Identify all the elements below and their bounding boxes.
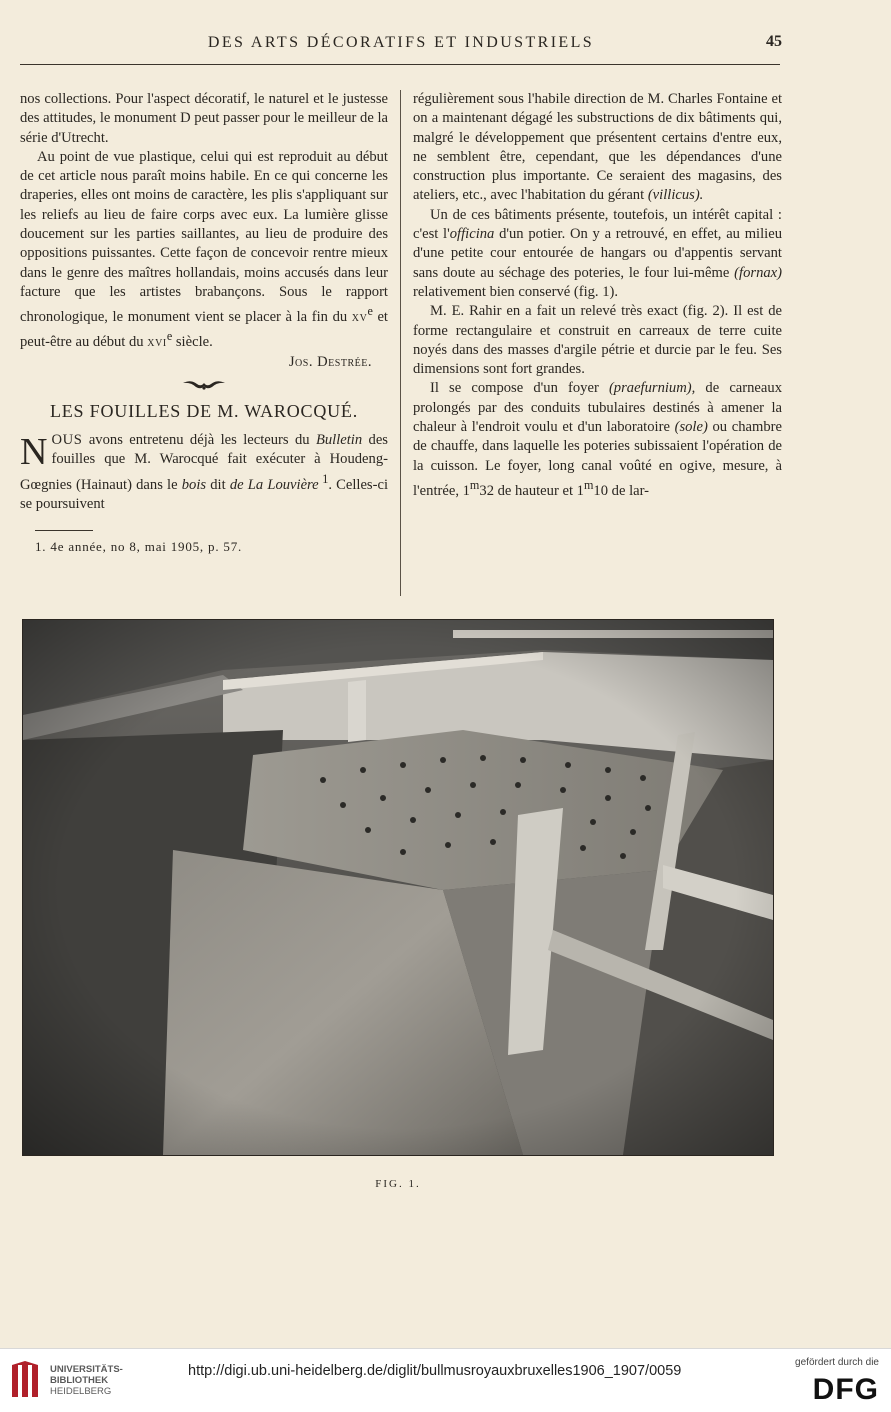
footnote-rule [35,530,93,531]
header-rule [20,64,780,65]
right-column [413,90,782,501]
right-paragraph-3: M. E. Rahir en a fait un relevé très exact (fig. 2). Il est de forme rectangulaire et construit en carreaux de terre cuite noyés dans des masses d'argile pétrie et durcie par le feu. Ses dimensions sont fort grandes. [413,303,782,378]
running-title: DES ARTS DÉCORATIFS ET INDUSTRIELS [207,34,595,51]
dfg-logo: DFG [812,1373,879,1406]
left-paragraph-1: nos collections. Pour l'aspect décoratif, le naturel et le justesse des attitudes, le monument D peut passer pour le meilleur de la série d'Utrecht. [20,91,388,146]
page-number: 45 [766,33,782,50]
funding-label: gefördert durch die [795,1357,879,1368]
section-title: LES FOUILLES DE M. WAROCQUÉ. [49,400,359,421]
source-url-link[interactable]: http://digi.ub.uni-heidelberg.de/diglit/bullmusroyauxbruxelles1906_1907/0059 [188,1363,682,1379]
right-paragraph-2: Un de ces bâtiments présente, toutefois, un intérêt capital : c'est l'officina d'un potier. On y a retrouvé, en effet, au milieu d'une petite cour entourée de hangars ou d'appentis servant sans doute au séchage des poteries, le four lui-même (fornax) relativement bien conservé (fig. 1). [413,206,782,300]
left-column [20,90,388,557]
left-paragraph-3: NOUS avons entretenu déjà les lecteurs du Bulletin des fouilles que M. Warocqué fait exécuter à Houdeng-Gœgnies (Hainaut) dans le bois dit de La Louvière $^1$. Celles-ci se poursuivent [20,431,388,512]
footnote-ref: 1 [318,471,329,486]
left-paragraph-2: Au point de vue plastique, celui qui est reproduit au début de cet article nous paraît moins habile. En ce qui concerne les draperies, elles ont moins de caractère, les plis s'appliquant sur les reliefs au lieu de faire corps avec eux. La lumière glisse doucement sur les parties saillantes, au lieu de produire des oppositions puissantes. Cette façon de concevoir rentre mieux dans le genre des maîtres hollandais, moins accusés dans leur facture que les artistes brabançons. Sous le rapport chronologique, le monument vient se placer à la fin du $xv^e$ et peut-être au début du xvi$^e$ siècle. [20,148,388,351]
right-paragraph-1: régulièrement sous l'habile direction de M. Charles Fontaine et on a maintenant dégagé les substructions de dix bâtiments qui, malgré le développement que présentent certains d'entre eux, ne semblent être, cependant, que les dépendances d'une construction plus importante. Ce seraient des magasins, des ateliers, etc., avec l'habitation du gérant (villicus). [413,91,782,204]
footnote: 1. 4e année, no 8, mai 1905, p. 57. [35,539,243,555]
institution-name: UNIVERSITÄTS- BIBLIOTHEK HEIDELBERG [50,1364,123,1397]
ornament-icon [179,378,229,392]
column-divider [400,90,401,596]
figure-caption: FIG. 1. [375,1178,421,1190]
kiln-photograph-image [23,620,773,1155]
drop-cap: N [20,431,48,474]
author-signature: Jos. Destrée. [288,353,372,370]
right-paragraph-4: Il se compose d'un foyer (praefurnium), de carneaux prolongés par des conduits tubulaires destinés à amener la chaleur à l'endroit voulu et d'un laboratoire (sole) ou chambre de chauffe, dans laquelle les poteries subissaient l'opération de la cuisson. Le foyer, long canal voûté en ogive, mesure, à l'entrée, 1$^m$32 de hauteur et 1$^m$10 de lar- [413,380,782,499]
running-head [20,32,782,54]
kiln-photograph [22,619,774,1156]
university-library-logo-icon [10,1361,44,1401]
digitization-footer [0,1348,891,1412]
